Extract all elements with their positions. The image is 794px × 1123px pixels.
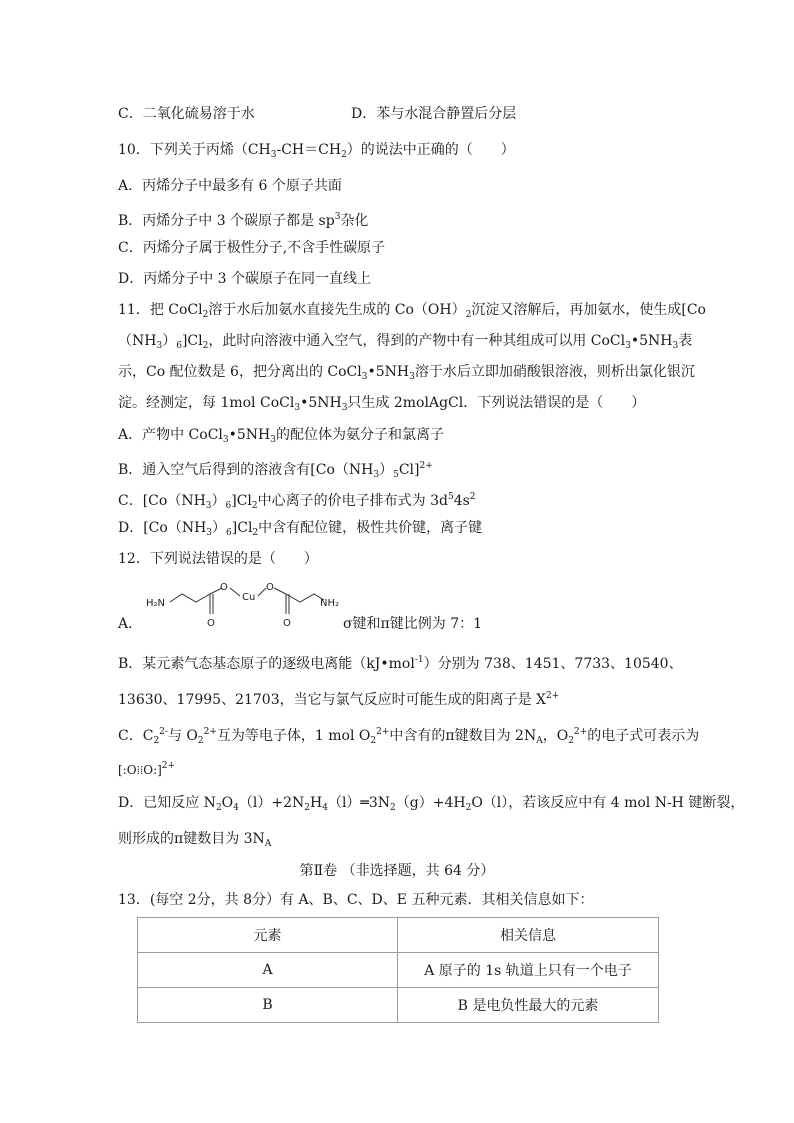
mol-o-label-1: O — [220, 582, 228, 593]
mol-nh2-right-label: NH₂ — [320, 598, 340, 609]
q10-option-d: D．丙烯分子中 3 个碳原子在同一直线上 — [118, 271, 372, 287]
q12-option-c-line-1: C．$C_2^{2-}$与 $O_2^{2+}$互为等电子体，1 mol $O_2^{2+}$中含有的π键数目为 $2N_A$，$O_2^{2+}$的电子式可表示为 — [118, 727, 700, 746]
q13-stem: 13．(每空 2分，共 8分）有 A、B、C、D、E 五种元素．其相关信息如下： — [118, 892, 594, 908]
element-info-table — [137, 917, 659, 1023]
q11-option-b: B．通入空气后得到的溶液含有$[Co(NH_3)_5Cl]^{2+}$ — [118, 461, 433, 480]
q10-option-b: B．丙烯分子中 3 个碳原子都是 $sp^3$杂化 — [118, 212, 369, 229]
q12-stem: 12．下列说法错误的是（ ） — [118, 551, 318, 567]
table-cell-element: A — [138, 953, 398, 988]
q12-option-c-line-2: [:O⁞⁞O:]$^{2+}$ — [118, 761, 176, 777]
q11-option-d: D．$[Co(NH_3)_6]Cl_2$中含有配位键，极性共价键，离子键 — [118, 520, 483, 538]
q10-option-c: C．丙烯分子属于极性分子,不含手性碳原子 — [118, 240, 386, 256]
table-cell-element: B — [138, 988, 398, 1023]
mol-o-label-3: O — [207, 618, 215, 629]
q12-option-b-line-2: 13630、17995、21703，当它与氯气反应时可能生成的阳离子是 $X^{2+}$ — [118, 691, 560, 708]
mol-o-label-2: O — [266, 582, 274, 593]
table-header-element: 元素 — [138, 918, 398, 953]
table-row — [138, 988, 659, 1023]
mol-cu-label: Cu — [242, 592, 256, 603]
mol-nh2-left-label: H₂N — [146, 598, 166, 609]
q12-option-d-line-1: D．已知反应 $N_2O_4(l)+2N_2H_4(l)═3N_2(g)+4H_2O(l)$，若该反应中有 4 mol N-H 键断裂， — [118, 795, 745, 813]
mol-o-label-4: O — [283, 618, 291, 629]
q11-stem-line-3: 示，Co 配位数是 6，把分离出的 $CoCl_3•5NH_3$溶于水后立即加硝酸银溶液，则析出氯化银沉 — [118, 364, 695, 382]
table-cell-info: A 原子的 1s 轨道上只有一个电子 — [398, 953, 659, 988]
copper-glycinate-structure — [140, 582, 350, 630]
q11-stem-line-2: $(NH_3)_6]Cl_2$，此时向溶液中通入空气，得到的产物中有一种其组成可以用 $CoCl_3•5NH_3$表 — [118, 333, 693, 351]
table-header-info: 相关信息 — [398, 918, 659, 953]
q12-option-a-text: σ键和π键比例为 7：1 — [343, 616, 483, 632]
q11-stem-line-1: 11．把 CoCl$_2$溶于水后加氨水直接先生成的 $Co(OH)_2$沉淀又溶解后，再加氨水，使生成[Co — [118, 302, 706, 320]
table-cell-info: B 是电负性最大的元素 — [398, 988, 659, 1023]
q11-stem-line-4: 淀。经测定，每 1mol $CoCl_3•5NH_3$只生成 2molAgCl．下列说法错误的是（ ） — [118, 395, 646, 413]
q12-option-b-line-1: B．某元素气态基态原子的逐级电离能（kJ•mol$^{-1}$）分别为 738、1451、7733、10540、 — [118, 655, 683, 672]
q12-option-d-line-2: 则形成的π键数目为 $3N_A$ — [118, 831, 272, 849]
q11-option-c: C．$[Co(NH_3)_6]Cl_2$中心离子的价电子排布式为 $3d^54s^2$ — [118, 492, 476, 511]
q11-option-a: A．产物中 $CoCl_3•5NH_3$的配位体为氨分子和氯离子 — [118, 427, 444, 445]
q9-option-c: C．二氧化硫易溶于水 — [118, 106, 255, 122]
q10-option-a: A．丙烯分子中最多有 6 个原子共面 — [118, 178, 342, 194]
q9-option-d: D．苯与水混合静置后分层 — [351, 106, 517, 122]
table-header-row — [138, 918, 659, 953]
q12-option-a-label: A． — [118, 616, 143, 632]
q10-stem: 10．下列关于丙烯$(CH_3-CH=CH_2)$的说法中正确的（ ） — [118, 142, 515, 160]
section-2-heading: 第Ⅱ卷 （非选择题，共 64 分） — [299, 863, 495, 879]
table-row — [138, 953, 659, 988]
